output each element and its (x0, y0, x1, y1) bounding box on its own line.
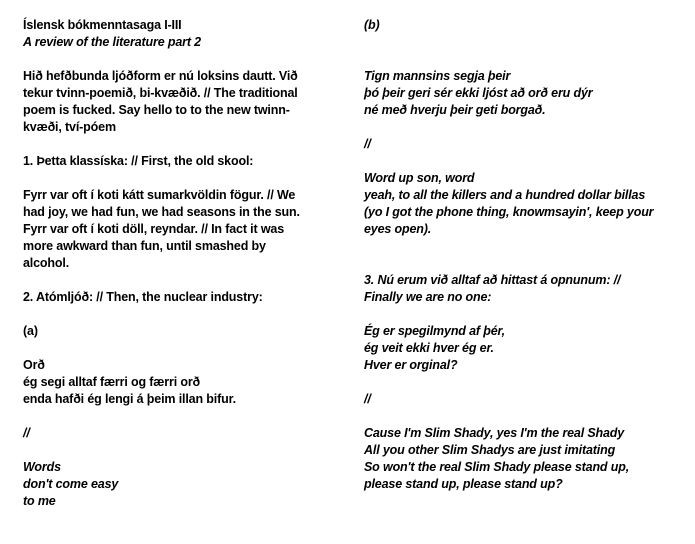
poem-b-english-line: eyes open). (364, 222, 432, 236)
divider: // (364, 392, 371, 406)
poem-c-english-line: So won't the real Slim Shady please stand up, (364, 460, 630, 474)
poem-c-english-line: All you other Slim Shadys are just imitating (364, 443, 616, 457)
section1-line: Fyrr var oft í koti kátt sumarkvöldin fögur. // We (23, 188, 296, 202)
poem-a-english-line: don't come easy (23, 477, 119, 491)
poem-a-english-line: to me (23, 494, 56, 508)
poem-a-line: ég segi alltaf færri og færri orð (23, 375, 201, 389)
poem-c (364, 323, 689, 374)
poem-a-english-line: Words (23, 460, 61, 474)
section2-heading: 2. Atómljóð: // Then, the nuclear industry: (23, 290, 263, 304)
poem-c-line: Ég er spegilmynd af þér, (364, 324, 505, 338)
intro-line: Hið hefðbunda ljóðform er nú loksins dautt. Við (23, 69, 298, 83)
section3-heading (364, 272, 689, 306)
intro-line: kvæði, tví-póem (23, 120, 116, 134)
poem-a-line: enda hafði ég lengi á þeim illan bifur. (23, 392, 236, 406)
title-block (23, 17, 341, 51)
poem-b-line: þó þeir geri sér ekki ljóst að orð eru dýr (364, 86, 593, 100)
divider: // (364, 137, 371, 151)
left-column (23, 17, 341, 527)
section1-line: alcohol. (23, 256, 70, 270)
section3-heading-line: 3. Nú erum við alltaf að hittast á opnunum: // (364, 273, 621, 287)
poem-b (364, 68, 689, 119)
section1-body (23, 187, 341, 272)
divider: // (23, 426, 30, 440)
poem-b-english (364, 170, 689, 238)
poem-b-line: né með hverju þeir geti borgað. (364, 103, 546, 117)
section1-line: had joy, we had fun, we had seasons in the sun. (23, 205, 300, 219)
poem-b-line: Tign mannsins segja þeir (364, 69, 511, 83)
right-column (364, 17, 689, 510)
poem-b-english-line: (yo I got the phone thing, knowmsayin', keep your (364, 205, 654, 219)
poem-a (23, 357, 341, 408)
intro-line: tekur tvinn-poemið, bi-kvæðið. // The traditional (23, 86, 298, 100)
poem-c-line: Hver er orginal? (364, 358, 458, 372)
section3-heading-line: Finally we are no one: (364, 290, 492, 304)
poem-b-english-line: yeah, to all the killers and a hundred dollar billas (364, 188, 646, 202)
poem-c-english-line: please stand up, please stand up? (364, 477, 563, 491)
document-subtitle: A review of the literature part 2 (23, 35, 201, 49)
section1-heading: 1. Þetta klassíska: // First, the old skool: (23, 154, 254, 168)
document-title: Íslensk bókmenntasaga I-III (23, 18, 182, 32)
poem-c-line: ég veit ekki hver ég er. (364, 341, 494, 355)
poem-c-english (364, 425, 689, 493)
label-b: (b) (364, 18, 380, 32)
section1-line: Fyrr var oft í koti döll, reyndar. // In fact it was (23, 222, 285, 236)
poem-a-line: Orð (23, 358, 45, 372)
label-a: (a) (23, 324, 38, 338)
intro-line: poem is fucked. Say hello to to the new twinn- (23, 103, 290, 117)
section1-line: more awkward than fun, until smashed by (23, 239, 266, 253)
poem-a-english (23, 459, 341, 510)
intro-paragraph (23, 68, 341, 136)
poem-b-english-line: Word up son, word (364, 171, 475, 185)
poem-c-english-line: Cause I'm Slim Shady, yes I'm the real Shady (364, 426, 625, 440)
